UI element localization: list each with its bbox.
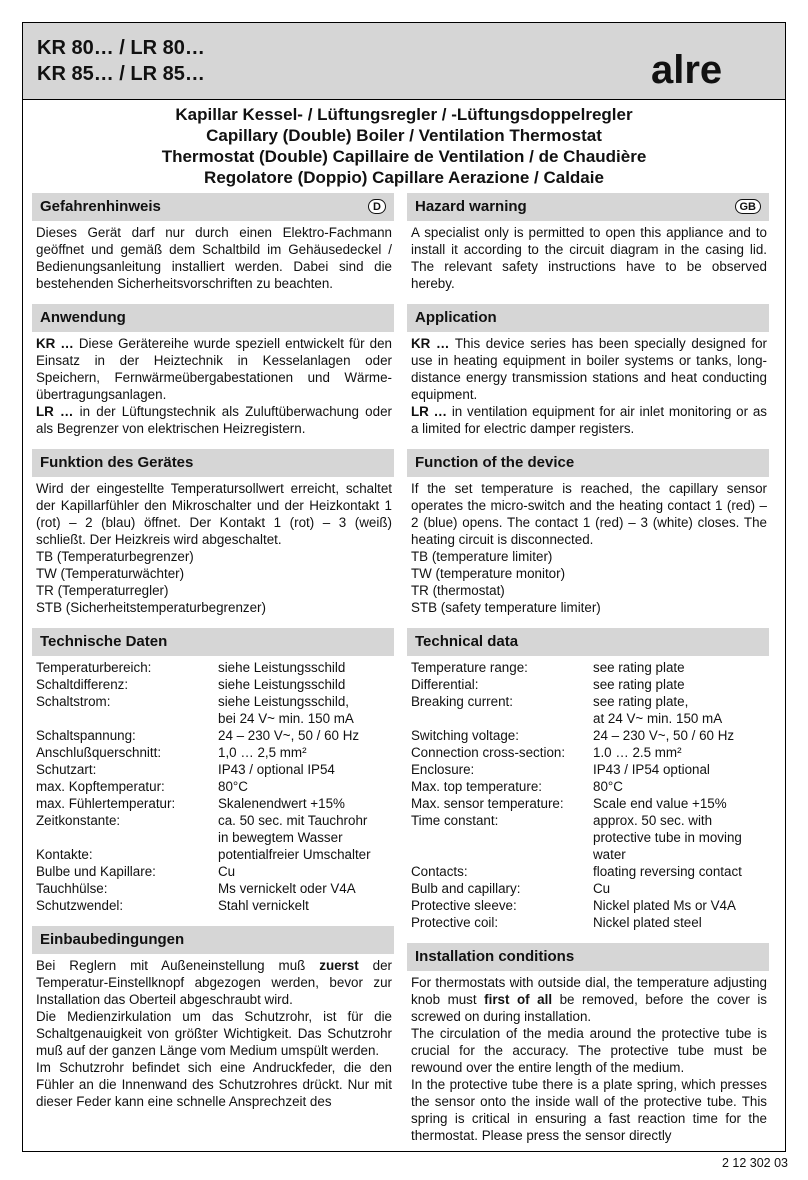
section-heading <box>407 304 769 332</box>
tech-key: Temperature range: <box>411 660 528 675</box>
tech-value: Ms vernickelt oder V4A <box>218 881 356 896</box>
list-item: TB (Temperaturbegrenzer) <box>36 549 194 564</box>
tech-value: Cu <box>593 881 611 896</box>
lr-text: in der Lüftungstechnik als Zuluftüberwachung oder als Begrenzer von elektrischen Heizregistern. <box>36 404 392 436</box>
lr-prefix: LR … <box>36 404 74 419</box>
install-title-de: Einbaubedingungen <box>40 931 185 948</box>
tech-value: potentialfreier Umschalter <box>218 847 371 862</box>
document-number: 2 12 302 03 <box>721 1156 788 1170</box>
list-item: TW (Temperaturwächter) <box>36 566 185 581</box>
install-p2-en: The circulation of the media around the protective tube is crucial for the accuracy. The protective tube must be rewound over the entire length of the medium. <box>411 1026 767 1075</box>
model-line-2: KR 85… / LR 85… <box>37 63 205 85</box>
hazard-title-de: Gefahrenhinweis <box>40 198 161 215</box>
tech-key: Schutzwendel: <box>36 898 124 913</box>
title-en: Capillary (Double) Boiler / Ventilation Thermostat <box>206 126 602 145</box>
install-p2-de: Die Medienzirkulation um das Schutzrohr, ist für die Schaltgenauigkeit von größter Wichtigkeit. Das Schutzrohr muß auf der ganzen Länge vom Medium umspült werden. <box>36 1009 392 1058</box>
tech-row <box>407 897 769 914</box>
document-titles <box>23 104 785 188</box>
function-title-de: Funktion des Gerätes <box>40 454 194 471</box>
tech-value: siehe Leistungsschild <box>218 660 346 675</box>
function-text-de: Wird der eingestellte Temperatursollwert erreicht, schaltet der Kapillarfühler den Mikroschalter und der Heizkontakt 1 (rot) – 2 (blau) öffnet. Der Kontakt 1 (rot) – 3 (weiß) schließt. Der Heizkreis wird abgeschaltet. <box>36 481 392 547</box>
tech-row <box>32 659 394 676</box>
kr-text: This device series has been specially designed for use in heating equipment in boiler systems or tanks, long-distance energy transmission stations and heat conducting equipment. <box>411 336 767 402</box>
english-column <box>407 193 769 1156</box>
tech-row <box>32 846 394 863</box>
tech-row <box>32 829 394 846</box>
tech-key: Temperaturbereich: <box>36 660 152 675</box>
tech-key: Schaltdifferenz: <box>36 677 129 692</box>
tech-key <box>411 710 593 727</box>
bold-span: zuerst <box>319 958 359 973</box>
tech-key: Schaltspannung: <box>36 728 136 743</box>
section-heading <box>407 193 769 221</box>
hazard-text-en: A specialist only is permitted to open this appliance and to install it according to the circuit diagram in the casing lid. The relevant safety instructions have to be observed hereby. <box>411 225 767 291</box>
install-section-en <box>407 943 769 1144</box>
section-heading <box>32 304 394 332</box>
tech-row <box>32 676 394 693</box>
tech-key: Zeitkonstante: <box>36 813 121 828</box>
application-lr-en <box>407 403 769 437</box>
install-p3-de: Im Schutzrohr befindet sich eine Andruckfeder, die den Fühler an die Innenwand des Schutzrohres drückt. Nur mit dieser Feder kann eine schnelle Ansprechzeit des <box>36 1060 392 1109</box>
tech-row <box>32 778 394 795</box>
section-heading <box>407 628 769 656</box>
tech-value: siehe Leistungsschild, <box>218 694 350 709</box>
model-line-1: KR 80… / LR 80… <box>37 37 205 59</box>
tech-row <box>32 880 394 897</box>
tech-value: Scale end value +15% <box>593 796 727 811</box>
tech-row <box>32 795 394 812</box>
install-section-de <box>32 926 394 1110</box>
tech-value: IP43 / optional IP54 <box>218 762 335 777</box>
tech-value: bei 24 V~ min. 150 mA <box>218 711 354 726</box>
tech-key: Bulbe und Kapillare: <box>36 864 156 879</box>
language-badge-de: D <box>368 199 386 214</box>
tech-row <box>407 846 769 863</box>
tech-key: Switching voltage: <box>411 728 519 743</box>
function-section-de <box>32 449 394 616</box>
tech-row <box>407 761 769 778</box>
tech-key <box>36 829 218 846</box>
tech-key: Breaking current: <box>411 694 513 709</box>
text-span: be removed, before the cover is screwed on during installation. <box>411 992 767 1024</box>
tech-row <box>407 829 769 846</box>
install-p3-en: In the protective tube there is a plate spring, which presses the sensor onto the inside wall of the protective tube. This spring is critical in ensuring a fast reaction time for the thermostat. Please press the sensor directly <box>411 1077 767 1143</box>
tech-value: Nickel plated Ms or V4A <box>593 898 736 913</box>
tech-row <box>407 812 769 829</box>
lr-text: in ventilation equipment for air inlet monitoring or as a limited for electric damper registers. <box>411 404 767 436</box>
tech-section-de <box>32 628 394 914</box>
application-section-en <box>407 304 769 437</box>
application-kr-en <box>407 335 769 403</box>
function-list-en <box>407 548 769 616</box>
tech-value: see rating plate, <box>593 694 689 709</box>
tech-value: in bewegtem Wasser <box>218 830 343 845</box>
kr-prefix: KR … <box>411 336 450 351</box>
tech-value: 24 – 230 V~, 50 / 60 Hz <box>218 728 360 743</box>
tech-value: 80°C <box>593 779 623 794</box>
tech-row <box>32 727 394 744</box>
section-heading <box>32 926 394 954</box>
tech-key: Protective coil: <box>411 915 499 930</box>
tech-key: Time constant: <box>411 813 499 828</box>
tech-value: Skalenendwert +15% <box>218 796 345 811</box>
tech-row <box>407 863 769 880</box>
tech-key: Schaltstrom: <box>36 694 111 709</box>
lr-prefix: LR … <box>411 404 448 419</box>
application-title-de: Anwendung <box>40 309 126 326</box>
section-heading <box>407 449 769 477</box>
tech-value: 80°C <box>218 779 248 794</box>
bold-span: first of all <box>484 992 553 1007</box>
tech-row <box>407 676 769 693</box>
title-de: Kapillar Kessel- / Lüftungsregler / -Lüftungsdoppelregler <box>175 105 633 124</box>
tech-value: see rating plate <box>593 677 685 692</box>
text-span: der Temperatur-Einstellknopf abgezogen werden, bevor zur Installation das Oberteil abgeschraubt wird. <box>36 958 393 1007</box>
tech-row <box>407 710 769 727</box>
tech-key: Bulb and capillary: <box>411 881 521 896</box>
application-kr-de <box>32 335 394 403</box>
tech-table-de <box>32 659 394 914</box>
section-heading <box>407 943 769 971</box>
title-fr: Thermostat (Double) Capillaire de Ventilation / de Chaudière <box>161 147 647 166</box>
tech-row <box>407 727 769 744</box>
tech-key: Differential: <box>411 677 479 692</box>
tech-value: 1.0 … 2.5 mm² <box>593 745 682 760</box>
tech-row <box>407 914 769 931</box>
tech-value: at 24 V~ min. 150 mA <box>593 711 723 726</box>
tech-value: 24 – 230 V~, 50 / 60 Hz <box>593 728 735 743</box>
list-item: TR (thermostat) <box>411 583 505 598</box>
tech-title-en: Technical data <box>415 633 519 650</box>
tech-value: ca. 50 sec. mit Tauchrohr <box>218 813 368 828</box>
application-section-de <box>32 304 394 437</box>
tech-row <box>32 761 394 778</box>
tech-row <box>32 863 394 880</box>
section-heading <box>32 193 394 221</box>
kr-prefix: KR … <box>36 336 74 351</box>
tech-value: water <box>593 847 626 862</box>
tech-row <box>407 659 769 676</box>
tech-key: Anschlußquerschnitt: <box>36 745 162 760</box>
function-section-en <box>407 449 769 616</box>
tech-row <box>32 897 394 914</box>
tech-value: approx. 50 sec. with <box>593 813 713 828</box>
install-p1-en <box>407 974 769 1025</box>
list-item: STB (Sicherheitstemperaturbegrenzer) <box>36 600 266 615</box>
application-title-en: Application <box>415 309 497 326</box>
tech-key <box>411 829 593 846</box>
kr-text: Diese Gerätereihe wurde speziell entwickelt für den Einsatz in der Heiztechnik in Kesselanlagen oder Speichern, Fernwärmeübergabestationen und Wärme-übertragungsanlagen. <box>36 336 393 402</box>
tech-row <box>407 880 769 897</box>
text-span: For thermostats with outside dial, the temperature adjusting knob must <box>411 975 767 1007</box>
tech-row <box>32 710 394 727</box>
tech-row <box>407 744 769 761</box>
section-heading <box>32 628 394 656</box>
install-p1-de <box>32 957 394 1008</box>
tech-key: Protective sleeve: <box>411 898 517 913</box>
language-badge-en: GB <box>735 199 762 214</box>
function-text-en: If the set temperature is reached, the capillary sensor operates the micro-switch and the heating contact 1 (red) – 2 (blue) opens. The contact 1 (red) – 3 (white) closes. The heating circuit is disconnected. <box>411 481 767 547</box>
hazard-section-de <box>32 193 394 292</box>
tech-value: protective tube in moving <box>593 830 742 845</box>
hazard-text-de: Dieses Gerät darf nur durch einen Elektro-Fachmann geöffnet und gemäß dem Schaltbild im Gehäusedeckel / Bedienungsanleitung installiert werden. Dabei sind die bestehenden Sicherheitsvorschriften zu beachten. <box>36 225 392 291</box>
alre-logo <box>649 53 769 87</box>
tech-key: max. Fühlertemperatur: <box>36 796 176 811</box>
tech-key: Connection cross-section: <box>411 745 566 760</box>
list-item: TB (temperature limiter) <box>411 549 553 564</box>
tech-row <box>32 693 394 710</box>
tech-key: Tauchhülse: <box>36 881 108 896</box>
tech-key: Max. sensor temperature: <box>411 796 564 811</box>
section-heading <box>32 449 394 477</box>
function-list-de <box>32 548 394 616</box>
application-lr-de <box>32 403 394 437</box>
tech-value: floating reversing contact <box>593 864 742 879</box>
logo-text: alre <box>651 53 723 87</box>
tech-row <box>407 795 769 812</box>
list-item: STB (safety temperature limiter) <box>411 600 601 615</box>
tech-value: 1,0 … 2,5 mm² <box>218 745 307 760</box>
tech-value: Stahl vernickelt <box>218 898 309 913</box>
text-span: Bei Reglern mit Außeneinstellung muß <box>36 958 320 973</box>
install-title-en: Installation conditions <box>415 948 575 965</box>
title-it: Regolatore (Doppio) Capillare Aerazione / Caldaie <box>204 168 604 187</box>
tech-key: max. Kopftemperatur: <box>36 779 165 794</box>
function-title-en: Function of the device <box>415 454 575 471</box>
tech-row <box>407 693 769 710</box>
hazard-section-en <box>407 193 769 292</box>
tech-value: IP43 / IP54 optional <box>593 762 710 777</box>
tech-title-de: Technische Daten <box>40 633 168 650</box>
tech-key: Schutzart: <box>36 762 97 777</box>
tech-value: Nickel plated steel <box>593 915 702 930</box>
tech-value: Cu <box>218 864 236 879</box>
tech-row <box>32 744 394 761</box>
hazard-title-en: Hazard warning <box>415 198 527 215</box>
tech-key <box>411 846 593 863</box>
list-item: TR (Temperaturregler) <box>36 583 169 598</box>
german-column <box>32 193 394 1122</box>
list-item: TW (temperature monitor) <box>411 566 566 581</box>
tech-key: Contacts: <box>411 864 468 879</box>
tech-key: Max. top temperature: <box>411 779 542 794</box>
tech-row <box>407 778 769 795</box>
tech-key: Kontakte: <box>36 847 93 862</box>
tech-row <box>32 812 394 829</box>
tech-section-en <box>407 628 769 931</box>
tech-value: see rating plate <box>593 660 685 675</box>
header-bar <box>23 23 785 100</box>
tech-key: Enclosure: <box>411 762 475 777</box>
tech-table-en <box>407 659 769 931</box>
tech-value: siehe Leistungsschild <box>218 677 346 692</box>
tech-key <box>36 710 218 727</box>
